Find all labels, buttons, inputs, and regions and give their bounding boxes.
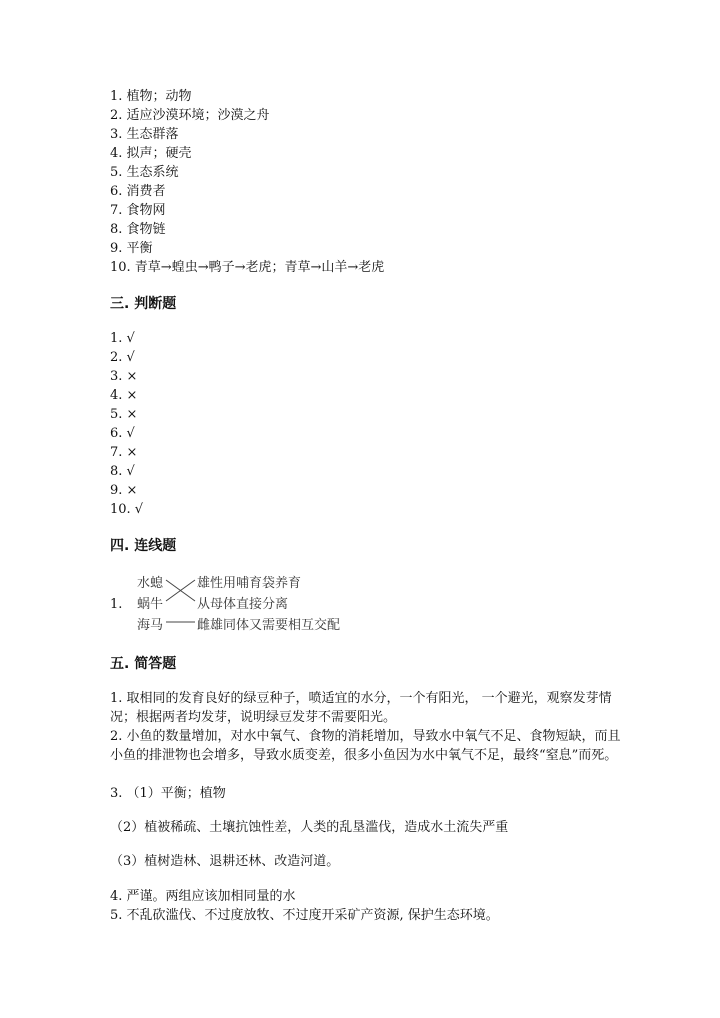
fill-answer-5: 5. 生态系统 bbox=[110, 165, 179, 180]
judge-answer-10: 10. √ bbox=[110, 502, 144, 517]
short-answer-2: 2. 小鱼的数量增加，对水中氧气、食物的消耗增加，导致水中氧气不足、食物短缺，而且小鱼的排泄物也会增多，导致水质变差，很多小鱼因为水中氧气不足，最终“窒息”而死。 bbox=[110, 729, 621, 763]
matching-left-item: 海马 bbox=[137, 618, 164, 633]
judge-section-title: 三. 判断题 bbox=[110, 296, 177, 312]
fill-answer-3: 3. 生态群落 bbox=[110, 127, 179, 142]
judge-answer-8: 8. √ bbox=[110, 464, 135, 479]
judge-answer-6: 6. √ bbox=[110, 426, 135, 441]
judge-answer-7: 7. × bbox=[110, 445, 138, 460]
fill-answer-2: 2. 适应沙漠环境；沙漠之舟 bbox=[110, 108, 270, 123]
short-section-title: 五. 简答题 bbox=[110, 656, 177, 672]
fill-answer-4: 4. 拟声；硬壳 bbox=[110, 146, 192, 161]
fill-answer-6: 6. 消费者 bbox=[110, 184, 166, 199]
fill-answer-9: 9. 平衡 bbox=[110, 241, 153, 256]
fill-answer-1: 1. 植物；动物 bbox=[110, 89, 192, 104]
fill-answer-10: 10. 青草→蝗虫→鸭子→老虎；青草→山羊→老虎 bbox=[110, 260, 385, 275]
judge-answer-4: 4. × bbox=[110, 388, 138, 403]
judge-answer-1: 1. √ bbox=[110, 331, 135, 346]
matching-left-item: 水螅 bbox=[137, 576, 164, 591]
judge-answer-5: 5. × bbox=[110, 407, 138, 422]
judge-answer-9: 9. × bbox=[110, 483, 138, 498]
matching-right-item: 雄性用哺育袋养育 bbox=[197, 576, 302, 591]
short-answer-3-1: 3. （1）平衡；植物 bbox=[110, 786, 226, 801]
short-answer-4: 4. 严谨。两组应该加相同量的水 bbox=[110, 889, 296, 904]
short-answer-1: 1. 取相同的发育良好的绿豆种子，喷适宜的水分，一个有阳光， 一个避光，观察发芽情况；根据两者均发芽，说明绿豆发芽不需要阳光。 bbox=[110, 691, 612, 725]
judge-answer-2: 2. √ bbox=[110, 350, 135, 365]
fill-answer-7: 7. 食物网 bbox=[110, 203, 166, 218]
matching-left-item: 蜗牛 bbox=[137, 597, 164, 612]
matching-number: 1. bbox=[110, 597, 123, 612]
matching-right-item: 从母体直接分离 bbox=[197, 597, 289, 612]
short-answer-3-3: （3）植树造林、退耕还林、改造河道。 bbox=[110, 854, 340, 869]
matching-connector-lines bbox=[164, 571, 198, 627]
short-answer-5: 5. 不乱砍滥伐、不过度放牧、不过度开采矿产资源, 保护生态环境。 bbox=[110, 908, 499, 923]
matching-right-item: 雌雄同体又需要相互交配 bbox=[197, 618, 341, 633]
short-answer-3-2: （2）植被稀疏、土壤抗蚀性差，人类的乱垦滥伐，造成水土流失严重 bbox=[110, 820, 509, 835]
fill-answer-8: 8. 食物链 bbox=[110, 222, 166, 237]
judge-answer-3: 3. × bbox=[110, 369, 138, 384]
matching-section-title: 四. 连线题 bbox=[110, 538, 177, 554]
